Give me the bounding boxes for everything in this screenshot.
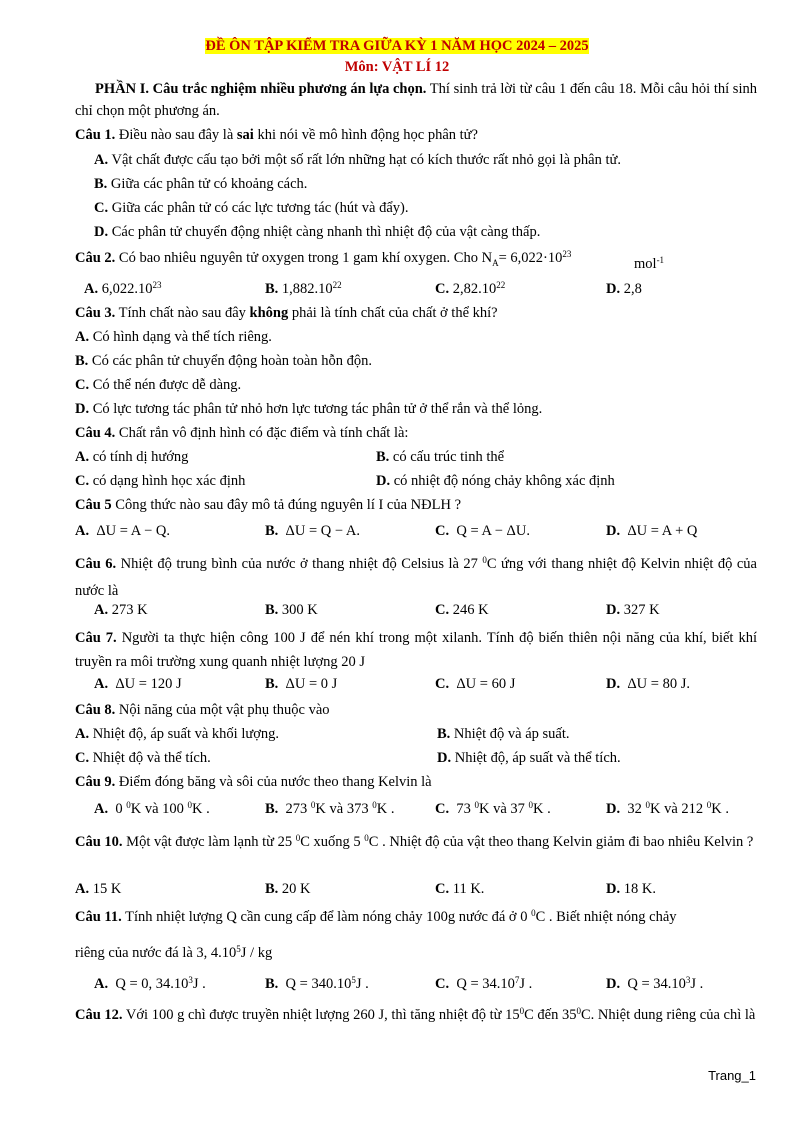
q10-c-label: C. [435,881,450,897]
q6-stem-b: C ứng với thang nhiệt độ Kelvin nhiệt độ của nước là [75,556,757,599]
q2-option-d [606,281,642,298]
q9-c-label: C. [435,801,450,817]
q11-c-end: J . [519,976,533,992]
q9-a-label: A. [94,801,109,817]
q9-c-deg2: 0 [528,800,534,810]
q10-stem-c: C . Nhiệt độ của vật theo thang Kelvin giảm đi bao nhiêu Kelvin ? [368,834,754,850]
q1-stem-b: khi nói về mô hình động học phân tử? [253,127,478,143]
q3-stem-a: Tính chất nào sau đây [115,305,250,321]
q7-d-text: ΔU = 80 J. [627,676,690,692]
q5-c-text: Q = A − ΔU. [456,523,530,539]
q1-stem [75,127,478,144]
q7-c-text: ΔU = 60 J [456,676,516,692]
q3-d-text: Có lực tương tác phân tử nhỏ hơn lực tương tác phân tử ở thể rắn và thể lỏng. [92,401,543,417]
q6-option-b [265,602,318,619]
q6-b-text: 300 K [281,602,318,618]
q12-stem-b: C đến 35 [524,1007,577,1023]
q3-label: Câu 3. [75,305,116,321]
q3-c-text: Có thể nén được dễ dàng. [92,377,242,393]
q7-a-label: A. [94,676,109,692]
q11-a-end: J . [192,976,206,992]
q9-d-label: D. [606,801,621,817]
q4-b-label: B. [376,449,390,465]
q10-deg1: 0 [295,833,301,843]
q4-a-label: A. [75,449,90,465]
q1-option-c [94,200,409,217]
q3-option-c [75,377,241,394]
q2-option-b [265,281,342,298]
q1-stem-bold: sai [236,127,254,143]
q10-option-c [435,881,484,898]
q7-b-label: B. [265,676,279,692]
q8-c-text: Nhiệt độ và thể tích. [92,750,211,766]
q6-a-text: 273 K [111,602,148,618]
exam-title [0,38,794,55]
q11-option-c [435,976,532,993]
q2-b-base: 1,882.10 [281,281,333,297]
q1-stem-a: Điều nào sau đây là [115,127,237,143]
q9-b-1: 273 [285,801,311,817]
q2-stem2: = 6,022·10 [498,250,563,266]
q11-b-exp: 5 [351,975,356,985]
q9-d-deg1: 0 [645,800,650,810]
q6-b-label: B. [265,602,279,618]
q4-stem-text: Chất rắn vô định hình có đặc điểm và tính chất là: [115,425,409,441]
q1-option-a [94,152,621,169]
q9-c-2: K và 37 [478,801,529,817]
q2-unit [634,256,664,273]
q1-b-text: Giữa các phân tử có khoảng cách. [110,176,308,192]
q9-label: Câu 9. [75,774,116,790]
q2-d-label: D. [606,281,621,297]
q1-a-text: Vật chất được cấu tạo bởi một số rất lớn những hạt có kích thước rất nhỏ gọi là phân tử. [111,152,621,168]
q9-d-1: 32 [627,801,646,817]
q10-d-text: 18 K. [623,881,656,897]
q11-deg: 0 [531,908,536,918]
q2-stem-text: Có bao nhiêu nguyên tử oxygen trong 1 gam khí oxygen. Cho N [115,250,493,266]
q5-option-c [435,523,530,540]
q3-option-b [75,353,372,370]
q10-b-text: 20 K [281,881,311,897]
q9-c-1: 73 [456,801,475,817]
q9-d-2: K và 212 [649,801,707,817]
q4-b-text: có cấu trúc tinh thể [392,449,505,465]
q9-option-c [435,801,551,818]
q5-stem-text: Công thức nào sau đây mô tả đúng nguyên lí I của NĐLH ? [111,497,462,513]
q11-exp5: 5 [236,944,241,954]
q8-a-label: A. [75,726,90,742]
q12-deg2: 0 [576,1006,581,1016]
q1-option-b [94,176,307,193]
q10-option-d [606,881,656,898]
q6-label: Câu 6. [75,556,117,572]
q2-a-exp: 23 [152,280,162,290]
q3-d-label: D. [75,401,90,417]
q2-unit-exp: -1 [656,255,665,265]
q4-a-text: có tính dị hướng [92,449,189,465]
q4-option-c [75,473,245,490]
q9-a-deg2: 0 [187,800,193,810]
q10-c-text: 11 K. [452,881,485,897]
page-footer: Trang_1 [708,1068,756,1083]
q9-option-a [94,801,210,818]
q3-stem-bold: không [249,305,289,321]
q5-b-label: B. [265,523,279,539]
q10-stem [75,829,757,856]
q7-c-label: C. [435,676,450,692]
q2-b-exp: 22 [332,280,342,290]
q5-option-a [75,523,170,540]
q7-stem [75,626,757,674]
q12-stem [75,1003,757,1027]
q8-option-a [75,726,279,743]
q10-option-a [75,881,121,898]
q11-stem-line1 [75,909,677,926]
q10-b-label: B. [265,881,279,897]
q5-label: Câu 5 [75,497,112,513]
q5-option-b [265,523,360,540]
q7-label: Câu 7. [75,630,117,646]
q4-option-b [376,449,504,466]
q10-deg2: 0 [364,833,369,843]
q2-option-c [435,281,505,298]
q9-b-deg1: 0 [310,800,316,810]
q12-deg1: 0 [519,1006,525,1016]
q11-stem-line2 [75,945,272,962]
q11-c-label: C. [435,976,450,992]
q1-b-label: B. [94,176,108,192]
q11-a-base: Q = 0, 34.10 [115,976,189,992]
q11-stem-c: riêng của nước đá là 3, 4.10 [75,945,237,961]
q10-option-b [265,881,311,898]
q3-b-text: Có các phân tử chuyển động hoàn toàn hỗn độn. [91,353,372,369]
q2-a-label: A. [84,281,99,297]
q9-option-d [606,801,729,818]
q11-b-label: B. [265,976,279,992]
q11-d-exp: 3 [685,975,691,985]
q11-d-label: D. [606,976,621,992]
q12-stem-c: C. Nhiệt dung riêng của chì là [581,1007,756,1023]
q11-option-b [265,976,369,993]
q5-stem [75,497,461,514]
q9-stem [75,774,432,791]
q2-sub: A [492,257,499,268]
q1-c-text: Giữa các phân tử có các lực tương tác (hút và đẩy). [111,200,409,216]
q1-label: Câu 1. [75,127,116,143]
q7-stem-text: Người ta thực hiện công 100 J để nén khí trong một xilanh. Tính độ biến thiên nội năng của khí, biết khí truyền ra môi trường xung quanh nhiệt lượng 20 J [75,630,757,670]
q4-stem [75,425,408,442]
q10-a-label: A. [75,881,90,897]
q5-b-text: ΔU = Q − A. [285,523,360,539]
q8-d-label: D. [437,750,452,766]
q11-stem-d: J / kg [240,945,273,961]
q4-option-d [376,473,615,490]
q4-label: Câu 4. [75,425,116,441]
q3-stem [75,305,498,322]
exam-subject: Môn: VẬT LÍ 12 [344,59,450,75]
q11-label: Câu 11. [75,909,122,925]
q11-d-base: Q = 34.10 [627,976,686,992]
q11-d-end: J . [690,976,704,992]
q3-option-a [75,329,272,346]
q11-stem-b: C . Biết nhiệt nóng chảy [535,909,677,925]
q9-stem-text: Điểm đóng băng và sôi của nước theo thang Kelvin là [115,774,432,790]
q9-b-label: B. [265,801,279,817]
q1-a-label: A. [94,152,109,168]
q2-unit-text: mol [634,256,657,272]
q9-d-deg2: 0 [706,800,712,810]
q11-option-d [606,976,703,993]
q1-option-d [94,224,540,241]
part1-heading: PHẦN I. Câu trắc nghiệm nhiều phương án lựa chọn. [95,81,427,97]
q8-option-d [437,750,621,767]
q8-c-label: C. [75,750,90,766]
q2-c-label: C. [435,281,450,297]
q8-stem-text: Nội năng của một vật phụ thuộc vào [115,702,330,718]
q7-option-c [435,676,515,693]
q9-a-deg1: 0 [126,800,131,810]
q2-c-base: 2,82.10 [452,281,497,297]
q4-c-label: C. [75,473,90,489]
q11-b-end: J . [355,976,369,992]
q9-c-3: K . [533,801,551,817]
q6-d-text: 327 K [623,602,660,618]
q2-exp: 23 [562,249,572,259]
q7-d-label: D. [606,676,621,692]
q10-d-label: D. [606,881,621,897]
q6-d-label: D. [606,602,621,618]
q6-c-label: C. [435,602,450,618]
q12-stem-a: Với 100 g chì được truyền nhiệt lượng 260 J, thì tăng nhiệt độ từ 15 [122,1007,520,1023]
q10-stem-a: Một vật được làm lạnh từ 25 [122,834,296,850]
q7-option-d [606,676,690,693]
q4-d-text: có nhiệt độ nóng chảy không xác định [393,473,615,489]
q7-b-text: ΔU = 0 J [285,676,338,692]
q10-label: Câu 10. [75,834,123,850]
q5-d-label: D. [606,523,621,539]
q5-c-label: C. [435,523,450,539]
q3-a-label: A. [75,329,90,345]
q6-c-text: 246 K [452,602,489,618]
part1-instruction: Thí sinh trả lời từ câu 1 đến câu 18. Mỗi câu hỏi thí sinh chỉ chọn một phương án. [75,81,757,119]
q2-d-text: 2,8 [623,281,642,297]
q9-c-deg1: 0 [474,800,479,810]
q6-option-a [94,602,148,619]
q8-d-text: Nhiệt độ, áp suất và thể tích. [454,750,621,766]
q4-option-a [75,449,188,466]
q2-stem [75,250,571,268]
part1-intro [75,78,757,122]
q3-stem-b: phải là tính chất của chất ở thể khí? [288,305,498,321]
q5-option-d [606,523,697,540]
q8-stem [75,702,330,719]
q11-a-label: A. [94,976,109,992]
q5-a-label: A. [75,523,90,539]
q9-b-deg2: 0 [372,800,377,810]
q9-b-3: K . [376,801,395,817]
q2-label: Câu 2. [75,250,116,266]
q11-b-base: Q = 340.10 [285,976,352,992]
exam-title-text: ĐỀ ÔN TẬP KIỂM TRA GIỮA KỲ 1 NĂM HỌC 2024 – 2025 [205,38,589,54]
q10-stem-b: C xuống 5 [300,834,365,850]
q9-d-3: K . [711,801,730,817]
q12-label: Câu 12. [75,1007,123,1023]
q9-b-2: K và 373 [315,801,373,817]
q8-option-c [75,750,211,767]
q9-a-3: K . [192,801,210,817]
q7-option-b [265,676,337,693]
q8-b-text: Nhiệt độ và áp suất. [453,726,570,742]
q2-c-exp: 22 [496,280,506,290]
q5-d-text: ΔU = A + Q [627,523,698,539]
q1-d-label: D. [94,224,109,240]
q8-a-text: Nhiệt độ, áp suất và khối lượng. [92,726,280,742]
q8-option-b [437,726,570,743]
q3-b-label: B. [75,353,89,369]
q7-a-text: ΔU = 120 J [115,676,182,692]
q6-option-c [435,602,489,619]
q11-c-exp: 7 [514,975,520,985]
q11-c-base: Q = 34.10 [456,976,515,992]
q11-option-a [94,976,206,993]
q9-option-b [265,801,394,818]
q2-a-base: 6,022.10 [101,281,153,297]
q6-stem-a: Nhiệt độ trung bình của nước ở thang nhiệt độ Celsius là 27 [116,556,483,572]
q6-deg: 0 [482,555,487,565]
q3-a-text: Có hình dạng và thể tích riêng. [92,329,272,345]
q6-stem [75,551,757,605]
q8-label: Câu 8. [75,702,116,718]
q9-a-2: K và 100 [130,801,188,817]
q3-option-d [75,401,542,418]
q6-a-label: A. [94,602,109,618]
q1-c-label: C. [94,200,109,216]
q4-d-label: D. [376,473,391,489]
q9-a-1: 0 [115,801,127,817]
q5-a-text: ΔU = A − Q. [96,523,170,539]
q2-b-label: B. [265,281,279,297]
q11-stem-a: Tính nhiệt lượng Q cần cung cấp để làm nóng chảy 100g nước đá ở 0 [121,909,532,925]
q2-option-a [84,281,161,298]
q11-a-exp: 3 [188,975,193,985]
q3-c-label: C. [75,377,90,393]
q8-b-label: B. [437,726,451,742]
q1-d-text: Các phân tử chuyển động nhiệt càng nhanh thì nhiệt độ của vật càng thấp. [111,224,541,240]
q10-a-text: 15 K [92,881,122,897]
q4-c-text: có dạng hình học xác định [92,473,246,489]
q6-option-d [606,602,660,619]
q7-option-a [94,676,182,693]
